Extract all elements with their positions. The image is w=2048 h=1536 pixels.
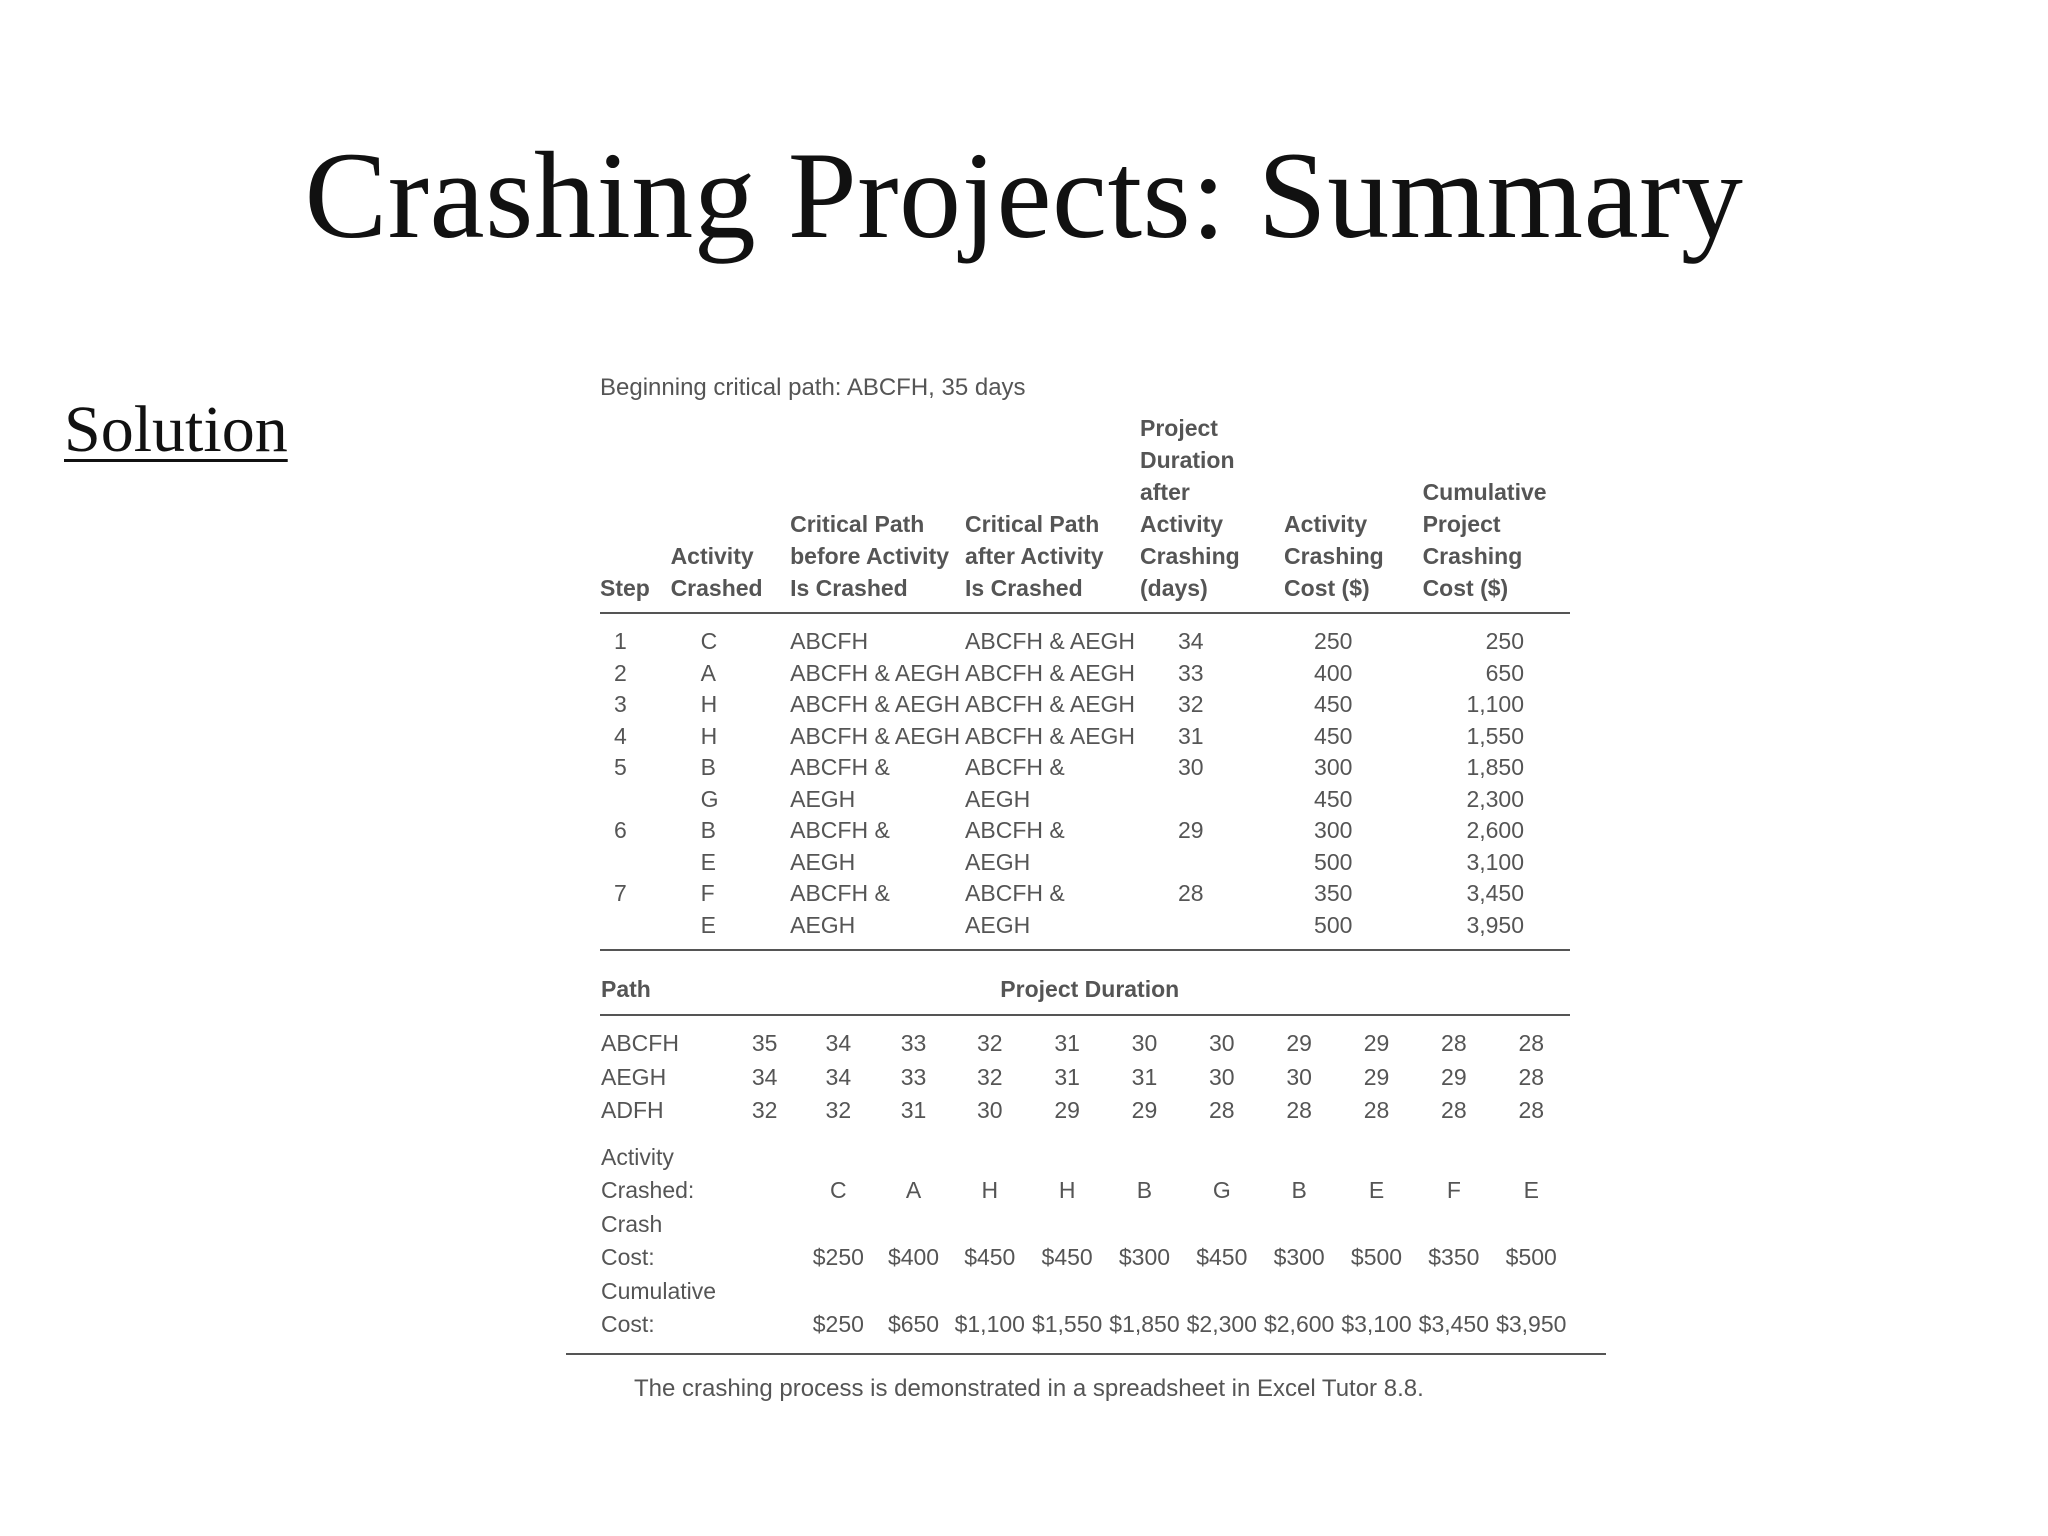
cell-step: 2 [614, 659, 627, 686]
slide-title: Crashing Projects: Summary [304, 127, 1744, 264]
path-duration-value: 29 [1363, 1030, 1390, 1056]
table-row [600, 815, 1570, 847]
offset-cell [729, 1308, 801, 1349]
activity-crashed-value: A [905, 1177, 922, 1203]
path-duration-value: 34 [825, 1030, 852, 1056]
activity-crashed-value: B [1136, 1177, 1153, 1203]
header-step: Step [600, 412, 671, 613]
path-name: ADFH [601, 1097, 664, 1123]
cell-activity: E [671, 910, 791, 951]
cell-activity: G [700, 785, 719, 812]
activity-crashed-row [600, 1174, 1570, 1208]
crash-cost-value: $450 [964, 1244, 1016, 1270]
cell-before: ABCFH [790, 628, 869, 654]
cell-activity: E [700, 848, 716, 875]
cell-activity: H [700, 691, 718, 717]
cell-activity: B [700, 817, 716, 843]
table-row [600, 689, 1570, 721]
cell-after: AEGH [965, 848, 1031, 875]
cumulative-cost-label: Cumulative [601, 1277, 717, 1304]
cell-step: 3 [614, 691, 627, 717]
path-duration-value: 28 [1286, 1097, 1312, 1123]
cell-after: ABCFH & [965, 754, 1065, 780]
table-row [600, 878, 1570, 910]
cell-cumulative: 650 [1485, 659, 1524, 686]
cell-after: AEGH [965, 785, 1031, 812]
cumulative-cost-value: $3,100 [1341, 1311, 1412, 1337]
activity-crashed-label-row [600, 1128, 1570, 1175]
cell-before: ABCFH & [790, 754, 890, 780]
cell-after: ABCFH & AEGH [965, 628, 1136, 654]
cell-duration: 30 [1177, 754, 1204, 780]
cell-cumulative: 3,100 [1466, 848, 1524, 875]
cell-step: 1 [614, 628, 627, 654]
path-duration-value: 35 [751, 1030, 778, 1056]
crash-cost-value: $300 [1273, 1244, 1325, 1270]
cumulative-cost-value: $1,550 [1031, 1311, 1103, 1337]
offset-cell [729, 1241, 801, 1275]
path-duration-value: 34 [825, 1063, 852, 1090]
cell-activity: A [700, 659, 716, 686]
header-after: Critical Path after Activity Is Crashed [965, 412, 1140, 613]
path-duration-value: 31 [1054, 1030, 1080, 1056]
cell-duration: 31 [1177, 722, 1204, 749]
cumulative-cost-label-row [600, 1275, 1570, 1309]
bottom-rule [566, 1353, 1606, 1355]
path-duration-value: 31 [1131, 1063, 1158, 1090]
path-duration-value: 32 [976, 1030, 1003, 1056]
cell-after: AEGH [965, 910, 1140, 951]
cell-cost: 450 [1314, 691, 1353, 717]
table-row [600, 613, 1570, 658]
cell-step: 5 [614, 754, 627, 780]
activity-crashed-value: C [830, 1177, 847, 1203]
duration-header: Project Duration [729, 971, 1570, 1015]
path-name: AEGH [601, 1063, 667, 1090]
cell-after: ABCFH & [965, 880, 1065, 906]
cell-duration: 29 [1177, 817, 1204, 843]
cumulative-cost-value: $250 [812, 1311, 864, 1337]
table-row [600, 658, 1570, 690]
cell-step: 4 [614, 722, 627, 749]
path-duration-value: 28 [1441, 1097, 1467, 1123]
cell-cost: 350 [1314, 880, 1353, 906]
path-name: ABCFH [601, 1030, 679, 1056]
crash-cost-value: $450 [1196, 1244, 1248, 1270]
cumulative-cost-label2: Cost: [601, 1311, 655, 1337]
path-duration-value: 32 [825, 1097, 852, 1123]
spacer-cell [729, 1208, 1570, 1242]
path-row [600, 1015, 1570, 1061]
path-duration-table [600, 971, 1570, 1349]
cell-step [600, 910, 671, 951]
cell-cumulative: 1,550 [1466, 722, 1524, 749]
activity-crashed-label2: Crashed: [601, 1177, 695, 1203]
cell-cost: 500 [1314, 848, 1353, 875]
table-header-row [600, 412, 1570, 613]
path-duration-value: 33 [900, 1030, 927, 1056]
cell-step: 6 [614, 817, 627, 843]
path-duration-value: 30 [1286, 1063, 1312, 1090]
cell-activity: F [700, 880, 715, 906]
cell-duration [1140, 847, 1284, 879]
crash-cost-value: $400 [887, 1244, 940, 1270]
header-activity: Activity Crashed [671, 412, 791, 613]
cell-before: ABCFH & AEGH [790, 722, 961, 749]
table-row [600, 752, 1570, 784]
path-duration-value: 33 [900, 1063, 927, 1090]
path-duration-value: 28 [1209, 1097, 1235, 1123]
spacer-cell [729, 1275, 1570, 1309]
cell-before: AEGH [790, 848, 856, 875]
path-duration-value: 28 [1518, 1030, 1545, 1056]
cumulative-cost-value: $2,300 [1186, 1311, 1257, 1337]
cell-step: 7 [614, 880, 627, 906]
path-duration-value: 28 [1441, 1030, 1467, 1056]
cumulative-cost-value: $1,100 [954, 1311, 1025, 1337]
cell-activity: C [700, 628, 718, 654]
cell-after: ABCFH & AEGH [965, 659, 1136, 686]
path-duration-value: 30 [1131, 1030, 1158, 1056]
cell-cumulative: 1,100 [1466, 691, 1524, 717]
path-header: Path [600, 971, 729, 1015]
cell-cost: 300 [1314, 817, 1353, 843]
cell-before: AEGH [790, 910, 965, 951]
path-duration-value: 28 [1518, 1063, 1545, 1090]
crash-cost-label: Crash [601, 1210, 663, 1237]
table-row [600, 847, 1570, 879]
header-before: Critical Path before Activity Is Crashed [790, 412, 965, 613]
cell-step [600, 847, 671, 879]
spacer-cell [729, 1128, 1570, 1175]
cell-before: ABCFH & AEGH [790, 691, 961, 717]
path-duration-value: 29 [1363, 1063, 1390, 1090]
path-row [600, 1061, 1570, 1095]
cell-cumulative: 3,450 [1466, 880, 1524, 906]
header-duration: Project Duration after Activity Crashing (days) [1140, 412, 1284, 613]
activity-crashed-value: E [1368, 1177, 1385, 1203]
crash-cost-value: $500 [1350, 1244, 1403, 1270]
cumulative-cost-row [600, 1308, 1570, 1349]
header-cumulative: Cumulative Project Crashing Cost ($) [1423, 412, 1570, 613]
crash-cost-value: $450 [1041, 1244, 1093, 1270]
offset-cell [729, 1174, 801, 1208]
table-caption-top: Beginning critical path: ABCFH, 35 days [600, 374, 1026, 401]
path-duration-value: 29 [1131, 1097, 1158, 1123]
path-duration-value: 28 [1518, 1097, 1545, 1123]
table-caption-bottom: The crashing process is demonstrated in a spreadsheet in Excel Tutor 8.8. [634, 1374, 1424, 1402]
cell-step [600, 784, 671, 816]
path-duration-value: 29 [1441, 1063, 1467, 1090]
path-header-row [600, 971, 1570, 1015]
cell-duration: 34 [1177, 628, 1204, 654]
path-duration-value: 30 [976, 1097, 1003, 1123]
cumulative-cost-value: $2,600 [1263, 1311, 1335, 1337]
path-duration-value: 34 [751, 1063, 778, 1090]
crash-cost-value: $350 [1428, 1244, 1480, 1270]
cumulative-cost-value: $650 [887, 1311, 940, 1337]
path-duration-value: 28 [1363, 1097, 1390, 1123]
path-duration-value: 31 [900, 1097, 927, 1123]
activity-crashed-value: H [1058, 1177, 1076, 1203]
cumulative-cost-value: $1,850 [1109, 1311, 1180, 1337]
crash-cost-label-row [600, 1208, 1570, 1242]
cell-cumulative: 2,300 [1466, 785, 1524, 812]
crash-cost-label2: Cost: [601, 1244, 655, 1270]
solution-label: Solution [64, 393, 288, 466]
cell-cost: 400 [1314, 659, 1353, 686]
crash-cost-value: $300 [1118, 1244, 1171, 1270]
cell-after: ABCFH & AEGH [965, 722, 1136, 749]
path-duration-value: 30 [1209, 1063, 1235, 1090]
activity-crashed-value: F [1446, 1177, 1461, 1203]
cell-cost: 450 [1314, 722, 1353, 749]
cell-duration: 28 [1177, 880, 1204, 906]
activity-crashed-value: E [1523, 1177, 1539, 1203]
activity-crashed-value: G [1212, 1177, 1231, 1203]
cell-duration [1140, 784, 1284, 816]
table-row [600, 910, 1570, 951]
activity-crashed-value: B [1291, 1177, 1307, 1203]
cell-activity: H [700, 722, 718, 749]
cell-duration: 32 [1177, 691, 1204, 717]
cell-before: ABCFH & AEGH [790, 659, 961, 686]
path-duration-value: 32 [751, 1097, 778, 1123]
table-row [600, 721, 1570, 753]
cell-activity: B [700, 754, 716, 780]
path-row [600, 1094, 1570, 1128]
cell-cost: 300 [1314, 754, 1353, 780]
crashing-summary-figure [600, 374, 1570, 1403]
crash-cost-row [600, 1241, 1570, 1275]
path-duration-value: 29 [1054, 1097, 1080, 1123]
path-duration-value: 30 [1209, 1030, 1235, 1056]
activity-crashed-value: H [981, 1177, 999, 1203]
cell-cumulative: 2,600 [1466, 817, 1524, 843]
cell-cumulative: 1,850 [1466, 754, 1524, 780]
cell-cumulative: 3,950 [1423, 910, 1570, 951]
cell-before: ABCFH & [790, 817, 890, 843]
cell-cumulative: 250 [1485, 628, 1524, 654]
activity-crashed-label: Activity [601, 1143, 674, 1170]
cumulative-cost-value: $3,950 [1496, 1311, 1567, 1337]
crash-cost-value: $250 [812, 1244, 864, 1270]
cell-before: AEGH [790, 785, 856, 812]
cell-before: ABCFH & [790, 880, 890, 906]
crash-cost-value: $500 [1505, 1244, 1557, 1270]
cell-cost: 500 [1284, 910, 1423, 951]
cell-cost: 450 [1314, 785, 1353, 812]
table-row [600, 784, 1570, 816]
cell-duration [1140, 910, 1284, 951]
cell-duration: 33 [1177, 659, 1204, 686]
cell-after: ABCFH & [965, 817, 1065, 843]
header-cost: Activity Crashing Cost ($) [1284, 412, 1423, 613]
cell-cost: 250 [1314, 628, 1353, 654]
cell-after: ABCFH & AEGH [965, 691, 1136, 717]
path-duration-value: 32 [976, 1063, 1003, 1090]
path-duration-value: 29 [1286, 1030, 1312, 1056]
crashing-steps-table [600, 412, 1570, 951]
cumulative-cost-value: $3,450 [1418, 1311, 1490, 1337]
steps-body [600, 613, 1570, 950]
path-duration-value: 31 [1054, 1063, 1080, 1090]
path-body [600, 971, 1570, 1349]
